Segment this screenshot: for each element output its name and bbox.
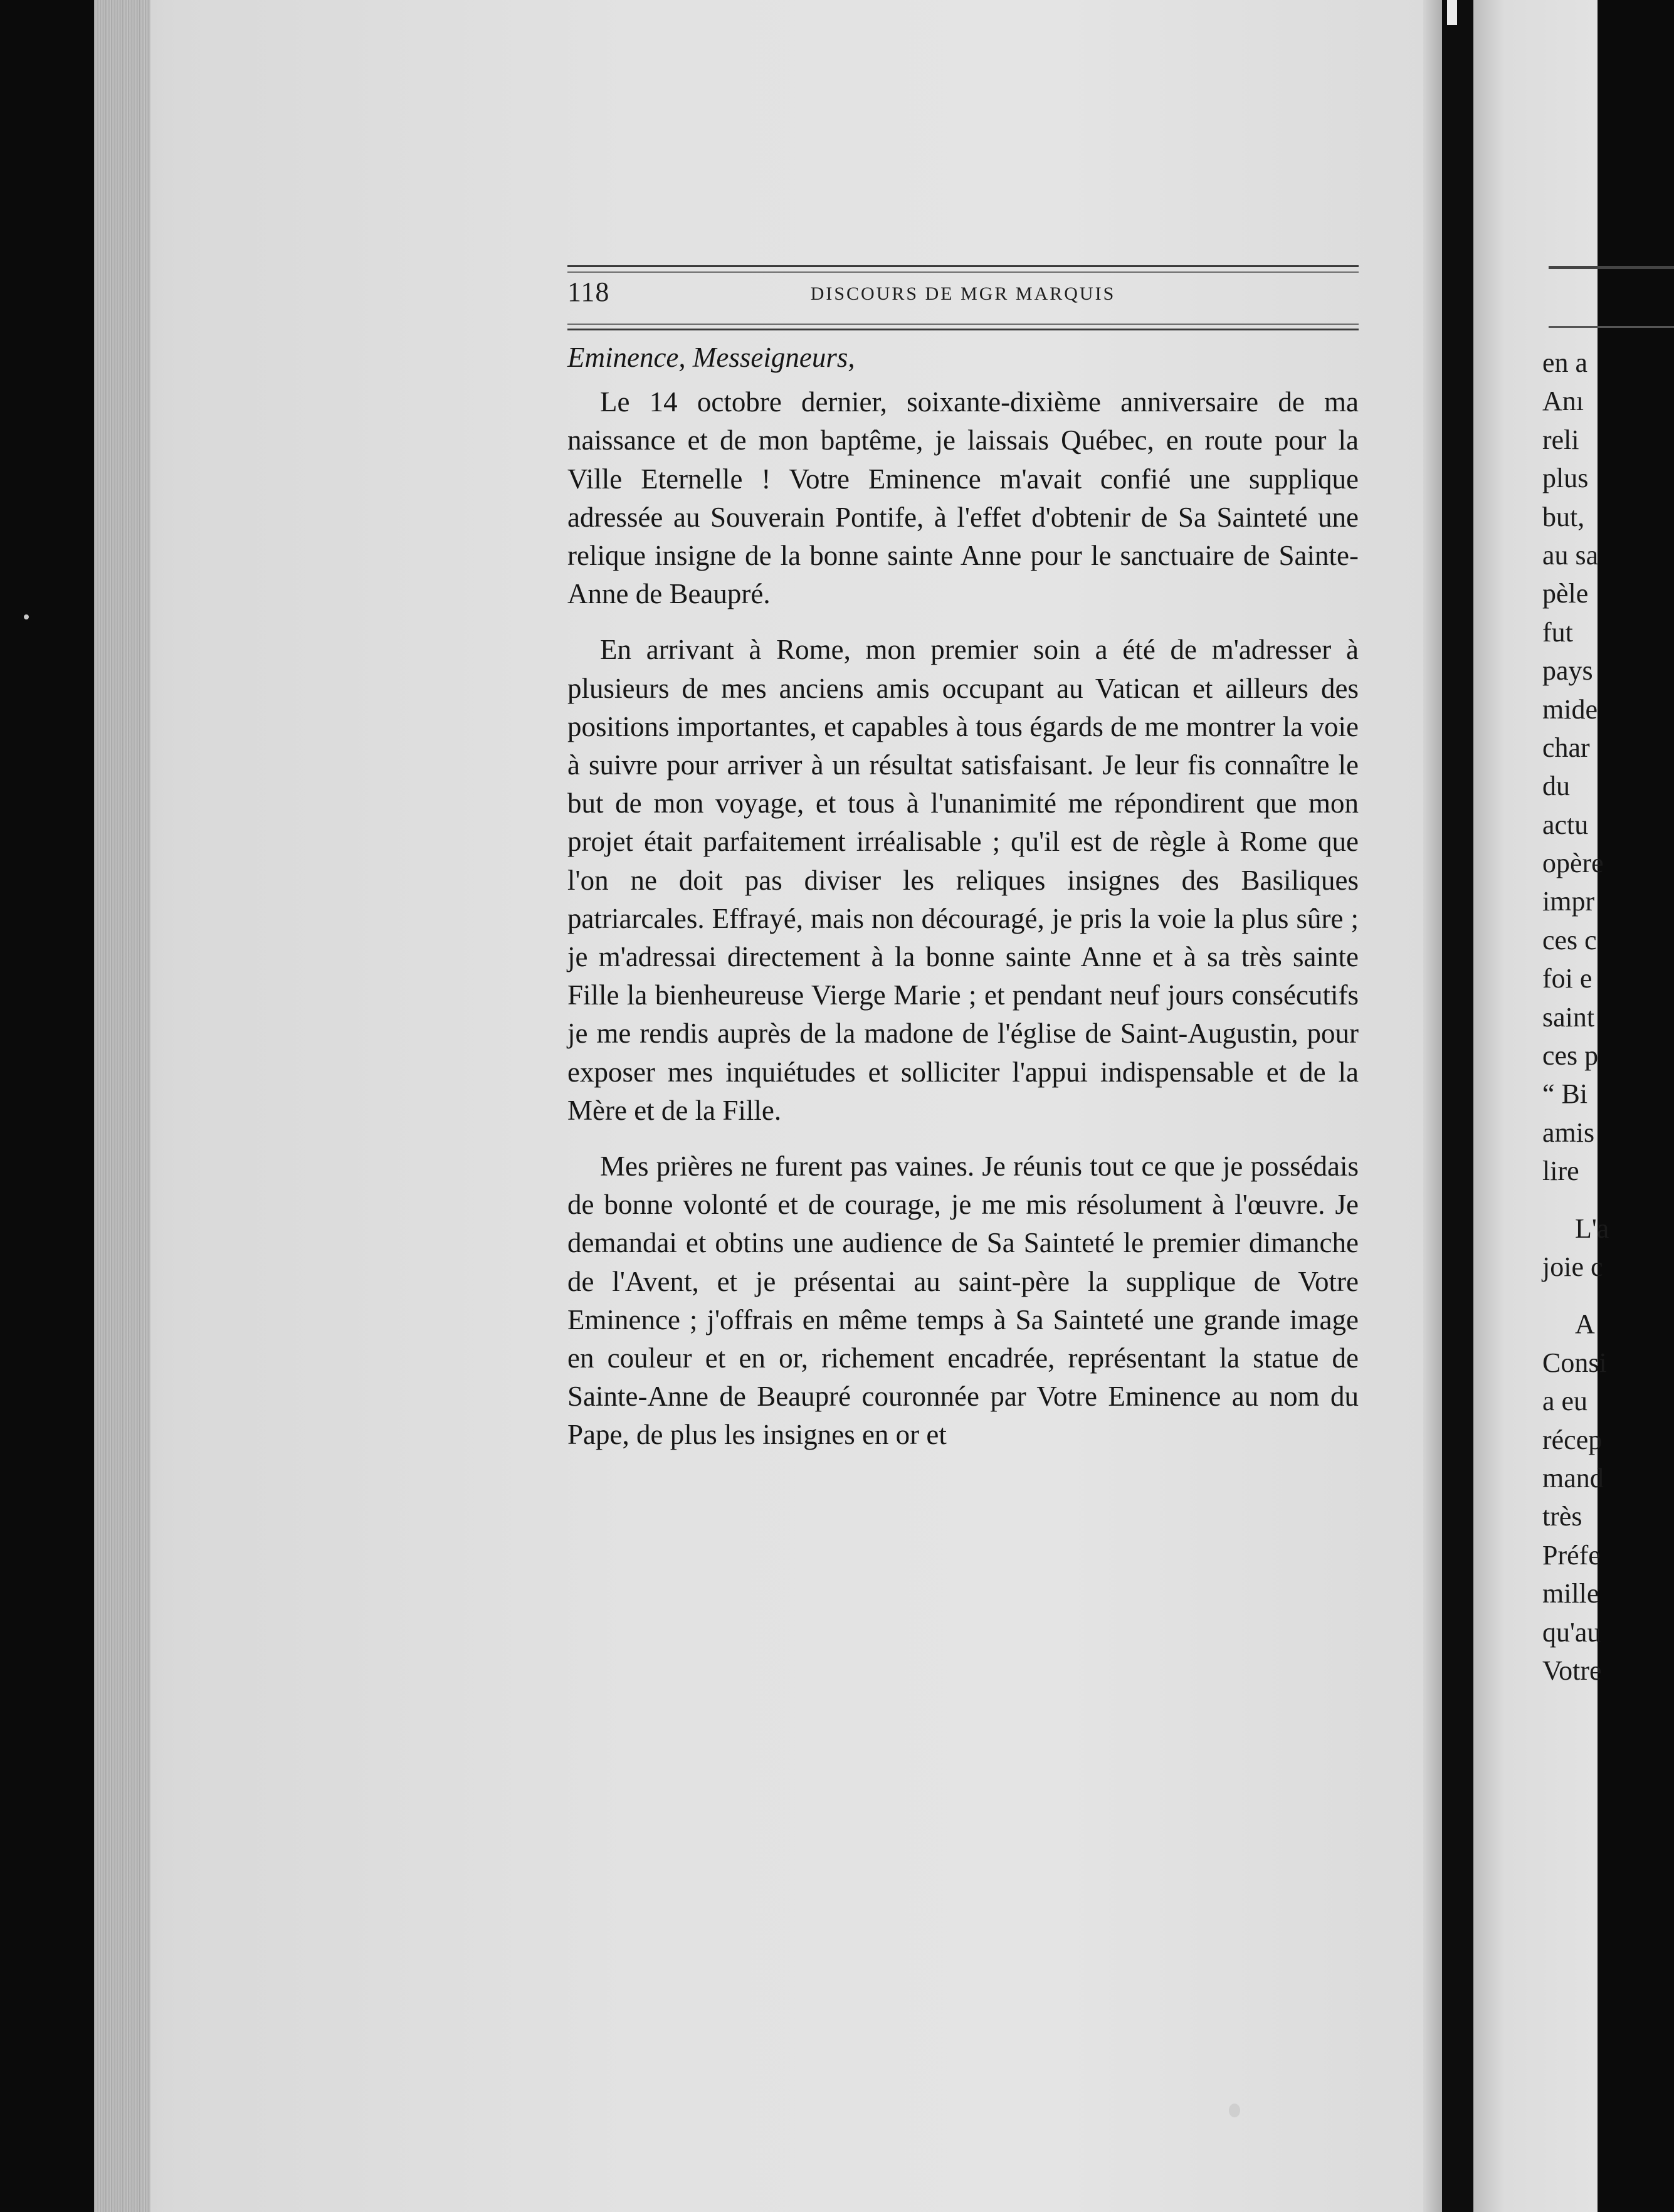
facing-line: A: [1575, 1309, 1595, 1340]
facing-line: but,: [1542, 501, 1585, 532]
facing-line: pays: [1542, 655, 1593, 687]
scan-border: [1442, 0, 1473, 2212]
facing-header-rule-bottom: [1549, 326, 1674, 328]
book-page-right: [1473, 0, 1609, 2212]
running-head: DISCOURS DE MGR MARQUIS: [810, 283, 1116, 304]
facing-line: “ Bi: [1542, 1078, 1588, 1110]
facing-line: mide: [1542, 693, 1598, 725]
header-rule-top: [567, 265, 1359, 273]
facing-line: fut: [1542, 616, 1573, 648]
scan-speck: [24, 614, 29, 619]
paragraph: Mes prières ne furent pas vaines. Je réunis tout ce que je possédais de bonne volonté et de courage, je me mis résolument à l'œuvre. Je demandai et obtins une audience de Sa Sainteté le premier dimanche de l'Avent, et je présentai au saint-père la supplique de Votre Eminence ; j'offrais en même temps à Sa Sainteté une grande image en couleur et en or, richement encadrée, représentant la statue de Sainte-Anne de Beaupré couronnée par Votre Eminence au nom du Pape, de plus les insignes en or et: [567, 1151, 1359, 1451]
facing-line: joie c: [1542, 1251, 1603, 1282]
facing-line: mand: [1542, 1462, 1604, 1493]
facing-line: mille: [1542, 1578, 1599, 1609]
scan-speck: [1229, 2104, 1240, 2117]
scan-mark: [1447, 0, 1457, 25]
facing-line: Consi: [1542, 1347, 1607, 1378]
facing-line: Préfe: [1542, 1539, 1601, 1571]
page-edge: [94, 0, 150, 2212]
facing-line: du: [1542, 771, 1570, 802]
facing-page-text: [1542, 344, 1609, 1690]
header-rule-bottom: [567, 324, 1359, 330]
paragraph: Le 14 octobre dernier, soixante-dixième anniversaire de ma naissance et de mon baptême, je laissais Québec, en route pour la Ville Eternelle ! Votre Eminence m'avait confié une supplique adressée au Souverain Pontife, à l'effet d'obtenir de Sa Sainteté une relique insigne de la bonne sainte Anne pour le sanctuaire de Sainte-Anne de Beaupré.: [567, 386, 1359, 610]
facing-line: au sa: [1542, 539, 1599, 571]
facing-line: char: [1542, 732, 1590, 763]
facing-line: récep: [1542, 1424, 1603, 1455]
facing-line: foi e: [1542, 963, 1592, 994]
salutation: Eminence, Messeigneurs,: [567, 342, 855, 373]
facing-line: amis: [1542, 1117, 1595, 1148]
facing-header-rule: [1549, 266, 1674, 269]
facing-line: qu'au: [1542, 1616, 1601, 1648]
facing-line: lire: [1542, 1156, 1579, 1187]
facing-line: ces c: [1542, 924, 1597, 956]
facing-line: Votre: [1542, 1655, 1602, 1686]
facing-line: L'a: [1575, 1213, 1609, 1244]
page-number: 118: [567, 276, 610, 307]
facing-line: reli: [1542, 424, 1579, 455]
facing-line: saint: [1542, 1001, 1595, 1033]
facing-line: plus: [1542, 463, 1589, 494]
facing-line: pèle: [1542, 578, 1589, 609]
paragraph: En arrivant à Rome, mon premier soin a été de m'adresser à plusieurs de mes anciens amis occupant au Vatican et ailleurs des positions importantes, et capables à tous égards de me montrer la voie à suivre pour arriver à un résultat satisfaisant. Je leur fis connaître le but de mon voyage, et tous à l'unanimité me répondirent que mon projet était parfaitement irréalisable ; qu'il est de règle à Rome que l'on ne doit pas diviser les reliques insignes des Basiliques patriarcales. Effrayé, mais non découragé, je pris la voie la plus sûre ; je m'adressai directement à la bonne sainte Anne et à sa très sainte Fille la bienheureuse Vierge Marie ; et pendant neuf jours consécutifs je me rendis auprès de la madone de l'église de Saint-Augustin, pour exposer mes inquiétudes et solliciter l'appui indispensable et de la Mère et de la Fille.: [567, 634, 1359, 1126]
facing-line: en a: [1542, 347, 1588, 378]
facing-line: impr: [1542, 886, 1595, 917]
facing-line: a eu: [1542, 1386, 1588, 1417]
facing-line: opère: [1542, 848, 1604, 879]
facing-line: ces p: [1542, 1040, 1599, 1072]
facing-line: très: [1542, 1501, 1582, 1532]
facing-line: actu: [1542, 809, 1589, 840]
body-text: [567, 339, 1359, 1472]
facing-line: Anı: [1542, 386, 1584, 417]
